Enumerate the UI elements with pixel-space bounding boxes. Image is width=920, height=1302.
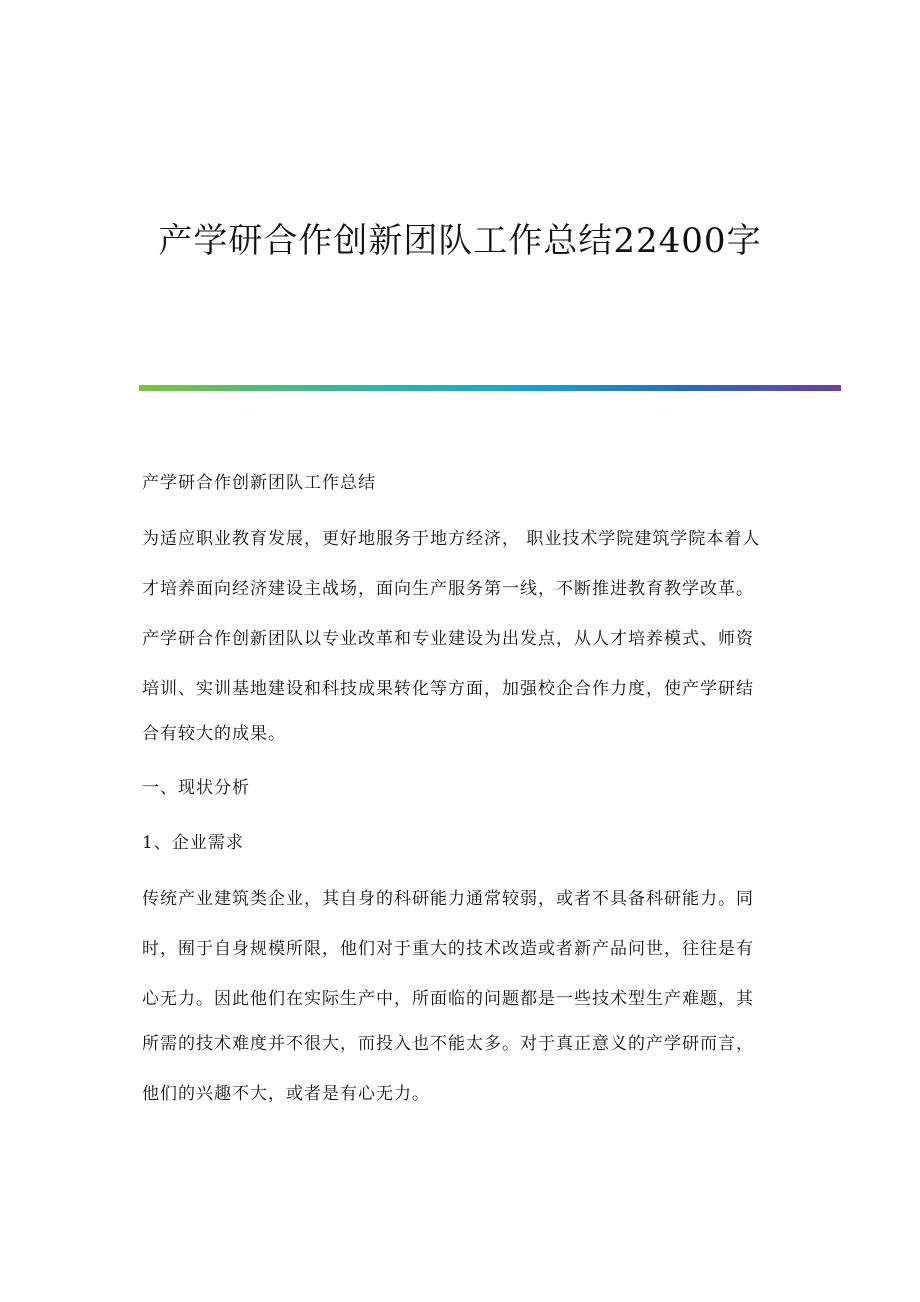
paragraph-line: 传统产业建筑类企业，其自身的科研能力通常较弱，或者不具备科研能力。同 (142, 889, 754, 909)
subtitle: 产学研合作创新团队工作总结 (142, 473, 376, 493)
paragraph-line: 心无力。因此他们在实际生产中，所面临的问题都是一些技术型生产难题，其 (142, 989, 754, 1009)
paragraph-line: 合有较大的成果。 (142, 724, 286, 744)
paragraph-line: 时，囿于自身规模所限，他们对于重大的技术改造或者新产品问世，往往是有 (142, 939, 754, 959)
subsection-heading: 1、企业需求 (142, 833, 244, 853)
paragraph-line: 培训、实训基地建设和科技成果转化等方面，加强校企合作力度，使产学研结 (142, 679, 754, 699)
paragraph-line: 为适应职业教育发展，更好地服务于地方经济， 职业技术学院建筑学院本着人 (142, 529, 761, 549)
title-divider (139, 385, 841, 391)
paragraph-line: 所需的技术难度并不很大，而投入也不能太多。对于真正意义的产学研而言， (142, 1034, 754, 1054)
paragraph-line: 才培养面向经济建设主战场，面向生产服务第一线，不断推进教育教学改革。 (142, 579, 754, 599)
page-title: 产学研合作创新团队工作总结22400字 (158, 221, 762, 261)
paragraph-line: 他们的兴趣不大，或者是有心无力。 (142, 1084, 430, 1104)
paragraph-line: 产学研合作创新团队以专业改革和专业建设为出发点，从人才培养模式、师资 (142, 629, 754, 649)
section-heading: 一、现状分析 (142, 778, 250, 798)
